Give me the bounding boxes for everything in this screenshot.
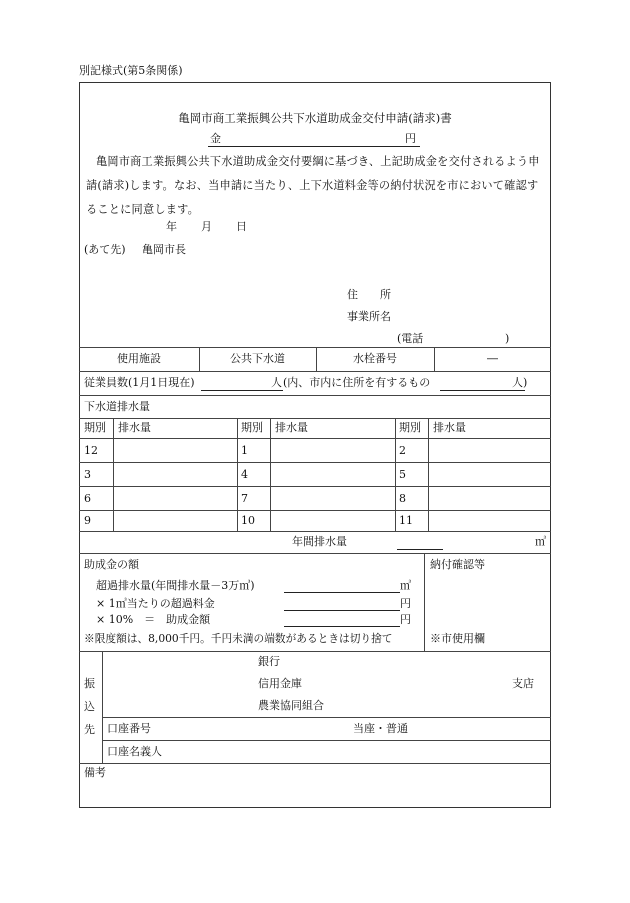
rule — [102, 651, 103, 763]
rule — [270, 418, 271, 531]
rule — [79, 553, 551, 554]
rule — [395, 418, 396, 531]
addressee-name: 亀岡市長 — [142, 243, 186, 256]
period-cell: 6 — [84, 492, 91, 505]
date-month: 月 — [201, 220, 212, 233]
facility-value: 公共下水道 — [230, 352, 285, 365]
grant-note: ※限度額は、8,000千円。千円未満の端数があるときは切り捨て — [84, 632, 393, 645]
amount-suffix: 円 — [405, 132, 416, 145]
applicant-business-label: 事業所名 — [347, 310, 391, 323]
rule — [79, 371, 551, 372]
period-header-1: 期別 — [84, 421, 106, 434]
grant-line-3: × 10% ＝ 助成金額 — [96, 613, 211, 626]
period-header-3: 期別 — [399, 421, 421, 434]
period-header-2: 期別 — [241, 421, 263, 434]
applicant-address-label: 住 所 — [347, 288, 391, 301]
rule — [79, 418, 551, 419]
grant-line-2-unit: 円 — [400, 597, 411, 610]
account-holder-label: 口座名義人 — [107, 745, 162, 758]
rule — [79, 510, 551, 511]
rule — [79, 462, 551, 463]
rule — [79, 651, 551, 652]
bank-option-bank: 銀行 — [258, 655, 280, 668]
period-cell: 9 — [84, 514, 91, 527]
annual-volume-field — [397, 549, 443, 550]
employees-label: 従業員数(1月1日現在) — [84, 376, 195, 389]
rule — [79, 438, 551, 439]
addressee-label: (あて先) — [84, 243, 126, 256]
bank-option-nokyo: 農業協同組合 — [258, 699, 324, 712]
period-cell: 8 — [399, 492, 406, 505]
period-cell: 3 — [84, 468, 91, 481]
date-year: 年 — [166, 220, 177, 233]
statement-line-2: 請(請求)します。なお、当申請に当たり、上下水道料金等の納付状況を市において確認す — [86, 179, 539, 192]
rule — [79, 347, 551, 348]
transfer-side-label-3: 先 — [84, 723, 95, 736]
period-cell: 2 — [399, 444, 406, 457]
volume-header-3: 排水量 — [433, 421, 466, 434]
form-label: 別記様式(第5条関係) — [79, 64, 183, 77]
period-cell: 12 — [84, 444, 98, 457]
grant-label: 助成金の額 — [84, 558, 139, 571]
amount-prefix: 金 — [210, 132, 221, 145]
rule — [237, 418, 238, 531]
rule — [428, 418, 429, 531]
rule — [79, 763, 551, 764]
employees-unit: 人 — [271, 376, 282, 389]
transfer-side-label-2: 込 — [84, 700, 95, 713]
rule — [79, 395, 551, 396]
employees-total-field — [201, 390, 283, 391]
employees-local-field — [440, 390, 525, 391]
annual-volume-label: 年間排水量 — [292, 535, 347, 548]
rule — [424, 553, 425, 651]
remarks-label: 備考 — [84, 766, 106, 779]
period-cell: 10 — [241, 514, 255, 527]
grant-line-1-field — [284, 592, 400, 593]
grant-line-2-field — [284, 610, 400, 611]
employees-local-label: (内、市内に住所を有するもの — [283, 376, 431, 389]
period-cell: 11 — [399, 514, 413, 527]
period-cell: 5 — [399, 468, 406, 481]
rule — [79, 531, 551, 532]
meter-value: ― — [487, 352, 498, 365]
date-day: 日 — [236, 220, 247, 233]
volume-header-2: 排水量 — [275, 421, 308, 434]
grant-line-1-unit: ㎥ — [400, 579, 411, 592]
form-title: 亀岡市商工業振興公共下水道助成金交付申請(請求)書 — [178, 111, 452, 125]
annual-volume-unit: ㎥ — [535, 535, 546, 548]
statement-line-3: ることに同意します。 — [86, 203, 199, 216]
payment-check-label: 納付確認等 — [430, 558, 485, 571]
applicant-phone-close: ) — [505, 332, 510, 345]
branch-label: 支店 — [512, 677, 534, 690]
grant-line-2: × 1㎥当たりの超過料金 — [96, 597, 215, 610]
period-cell: 4 — [241, 468, 248, 481]
amount-underline — [208, 146, 420, 147]
statement — [86, 150, 544, 222]
rule — [113, 418, 114, 531]
period-cell: 7 — [241, 492, 248, 505]
meter-label: 水栓番号 — [353, 352, 397, 365]
period-cell: 1 — [241, 444, 248, 457]
statement-line-1: 亀岡市商工業振興公共下水道助成金交付要綱に基づき、上記助成金を交付されるよう申 — [96, 155, 540, 168]
transfer-side-label-1: 振 — [84, 677, 95, 690]
facility-label: 使用施設 — [117, 352, 161, 365]
drainage-section-label: 下水道排水量 — [84, 400, 150, 413]
account-type: 当座・普通 — [353, 722, 408, 735]
rule — [79, 486, 551, 487]
employees-local-unit: 人) — [512, 376, 528, 389]
city-use-label: ※市使用欄 — [430, 632, 485, 645]
applicant-phone-open: (電話 — [397, 332, 424, 345]
grant-line-3-field — [284, 626, 400, 627]
grant-line-1: 超過排水量(年間排水量－3万㎥) — [96, 579, 255, 592]
volume-header-1: 排水量 — [118, 421, 151, 434]
rule — [102, 717, 551, 718]
rule — [102, 740, 551, 741]
grant-line-3-unit: 円 — [400, 613, 411, 626]
bank-option-shinkin: 信用金庫 — [258, 677, 302, 690]
account-number-label: 口座番号 — [107, 722, 151, 735]
